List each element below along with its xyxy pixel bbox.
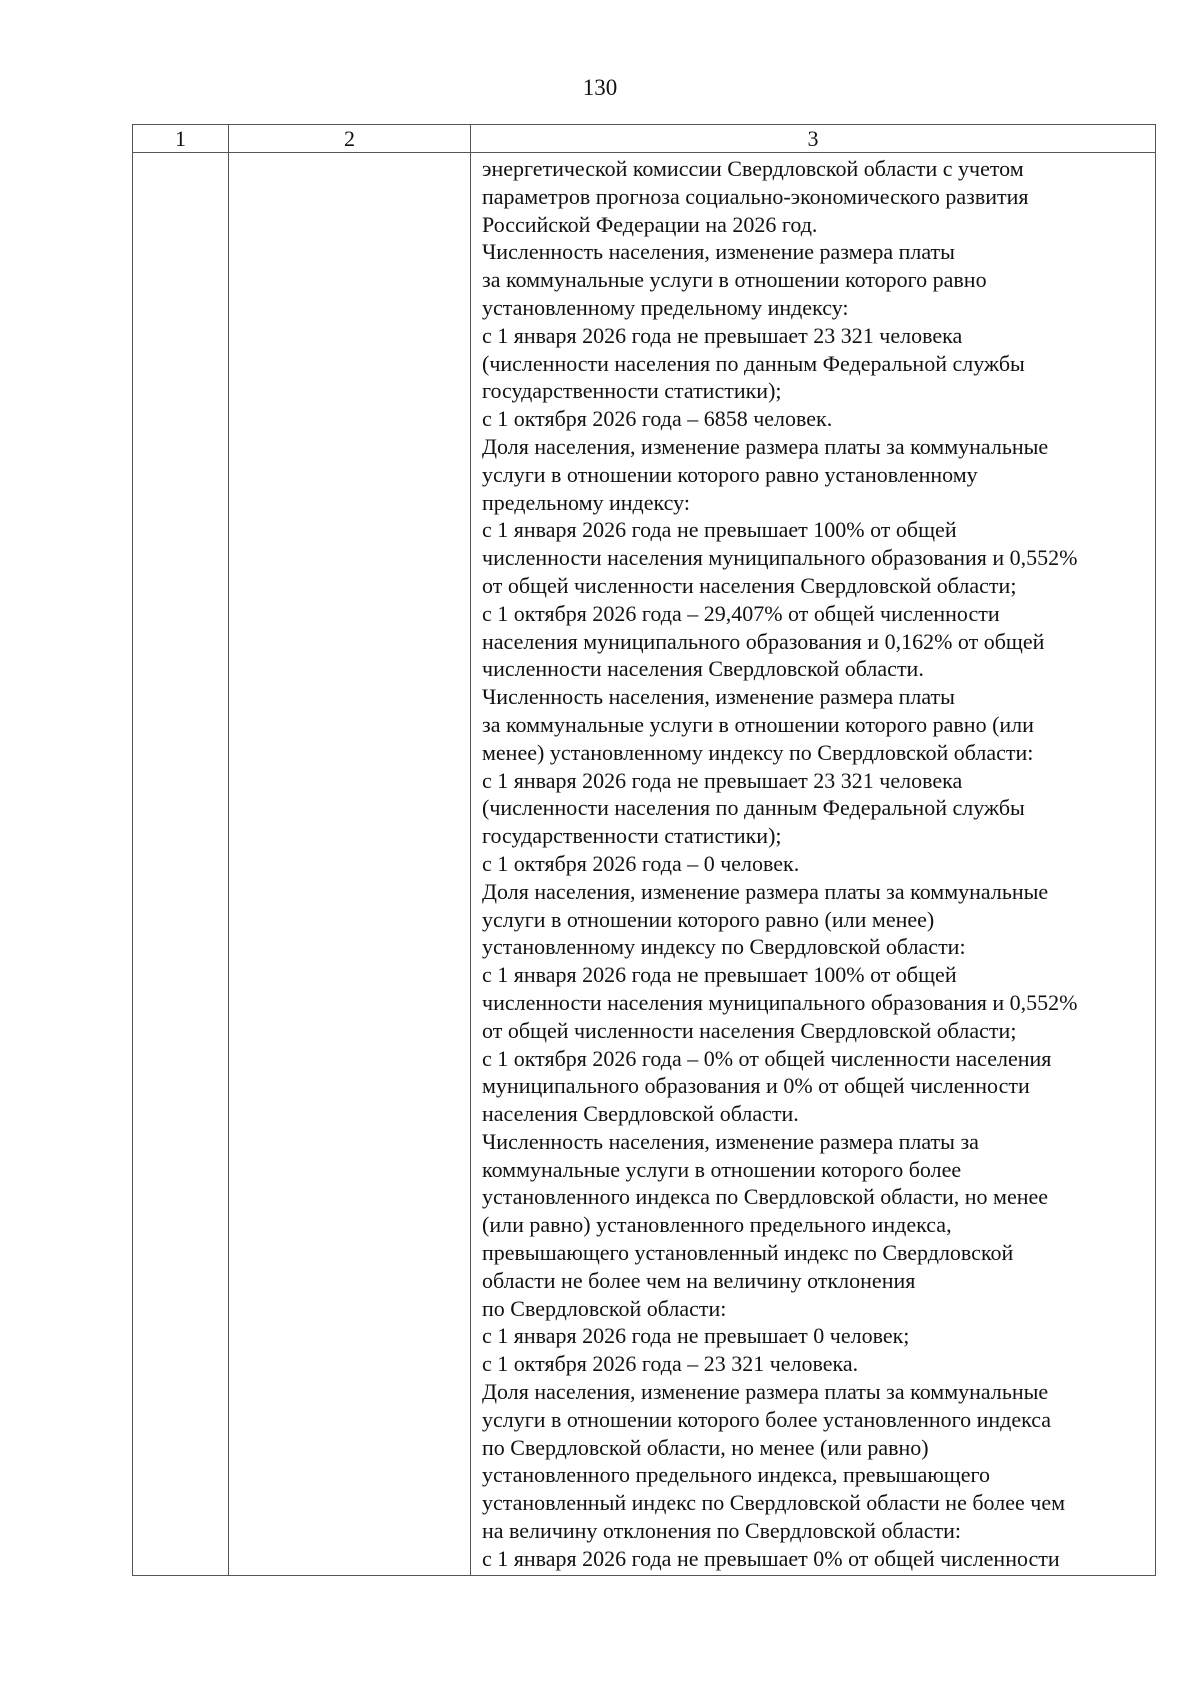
text-line: Численность населения, изменение размера платы xyxy=(482,684,955,710)
text-line: численности населения Свердловской области. xyxy=(482,656,924,682)
text-line: от общей численности населения Свердловской области; xyxy=(482,572,1017,598)
text-line: с 1 января 2026 года не превышает 0% от общей численности xyxy=(482,1545,1060,1571)
text-line: на величину отклонения по Свердловской области: xyxy=(482,1518,961,1544)
column-2-cell xyxy=(229,153,471,1576)
text-line: энергетической комиссии Свердловской области с учетом xyxy=(482,156,1024,181)
column-header-2: 2 xyxy=(229,125,471,153)
table-row xyxy=(133,153,1156,1576)
document-table xyxy=(132,124,1156,1576)
text-line: Численность населения, изменение размера платы xyxy=(482,239,955,265)
text-line: установленному предельному индексу: xyxy=(482,294,849,320)
text-line: менее) установленному индексу по Свердловской области: xyxy=(482,739,1034,765)
text-line: по Свердловской области: xyxy=(482,1295,727,1321)
text-line: области не более чем на величину отклонения xyxy=(482,1267,916,1293)
text-line: от общей численности населения Свердловской области; xyxy=(482,1017,1017,1043)
text-line: с 1 января 2026 года не превышает 100% от общей xyxy=(482,517,957,543)
text-line: Доля населения, изменение размера платы за коммунальные xyxy=(482,878,1049,904)
text-line: установленного предельного индекса, превышающего xyxy=(482,1462,990,1488)
text-line: с 1 октября 2026 года – 23 321 человека. xyxy=(482,1351,859,1377)
text-line: с 1 октября 2026 года – 29,407% от общей численности xyxy=(482,600,1000,626)
text-line: государственности статистики); xyxy=(482,378,782,404)
text-line: населения муниципального образования и 0,162% от общей xyxy=(482,628,1045,654)
text-line: населения Свердловской области. xyxy=(482,1101,799,1127)
text-line: коммунальные услуги в отношении которого более xyxy=(482,1156,962,1182)
text-line: с 1 октября 2026 года – 0 человек. xyxy=(482,850,800,876)
text-line: превышающего установленный индекс по Свердловской xyxy=(482,1240,1014,1266)
text-line: по Свердловской области, но менее (или равно) xyxy=(482,1434,929,1460)
text-line: установленному индексу по Свердловской области: xyxy=(482,934,966,960)
table-header-row xyxy=(133,125,1156,153)
text-line: государственности статистики); xyxy=(482,823,782,849)
text-line: за коммунальные услуги в отношении которого равно (или xyxy=(482,711,1034,737)
text-line: услуги в отношении которого равно (или менее) xyxy=(482,906,935,932)
text-line: Российской Федерации на 2026 год. xyxy=(482,211,818,237)
text-line: (численности населения по данным Федеральной службы xyxy=(482,350,1025,376)
text-line: Доля населения, изменение размера платы за коммунальные xyxy=(482,433,1049,459)
column-1-cell xyxy=(133,153,229,1576)
text-line: численности населения муниципального образования и 0,552% xyxy=(482,545,1078,571)
page-number: 130 xyxy=(582,75,618,100)
text-line: с 1 января 2026 года не превышает 100% от общей xyxy=(482,962,957,988)
text-line: муниципального образования и 0% от общей численности xyxy=(482,1073,1030,1099)
text-line: параметров прогноза социально-экономического развития xyxy=(482,183,1029,209)
text-line: с 1 января 2026 года не превышает 23 321 человека xyxy=(482,767,963,793)
text-line: услуги в отношении которого равно установленному xyxy=(482,461,978,487)
text-line: с 1 октября 2026 года – 6858 человек. xyxy=(482,406,833,432)
text-line: установленный индекс по Свердловской области не более чем xyxy=(482,1490,1065,1516)
text-line: (численности населения по данным Федеральной службы xyxy=(482,795,1025,821)
text-line: с 1 января 2026 года не превышает 0 человек; xyxy=(482,1323,910,1349)
column-header-3: 3 xyxy=(471,125,1156,153)
text-line: за коммунальные услуги в отношении которого равно xyxy=(482,267,987,293)
column-3-text xyxy=(482,155,1151,1573)
text-line: Доля населения, изменение размера платы за коммунальные xyxy=(482,1379,1049,1405)
text-line: услуги в отношении которого более установленного индекса xyxy=(482,1406,1052,1432)
text-line: предельному индексу: xyxy=(482,489,690,515)
column-3-cell xyxy=(471,153,1156,1576)
text-line: с 1 октября 2026 года – 0% от общей численности населения xyxy=(482,1045,1052,1071)
column-header-1: 1 xyxy=(133,125,229,153)
text-line: установленного индекса по Свердловской области, но менее xyxy=(482,1184,1049,1210)
text-line: с 1 января 2026 года не превышает 23 321 человека xyxy=(482,322,963,348)
text-line: (или равно) установленного предельного индекса, xyxy=(482,1212,952,1238)
text-line: численности населения муниципального образования и 0,552% xyxy=(482,989,1078,1015)
text-line: Численность населения, изменение размера платы за xyxy=(482,1128,979,1154)
